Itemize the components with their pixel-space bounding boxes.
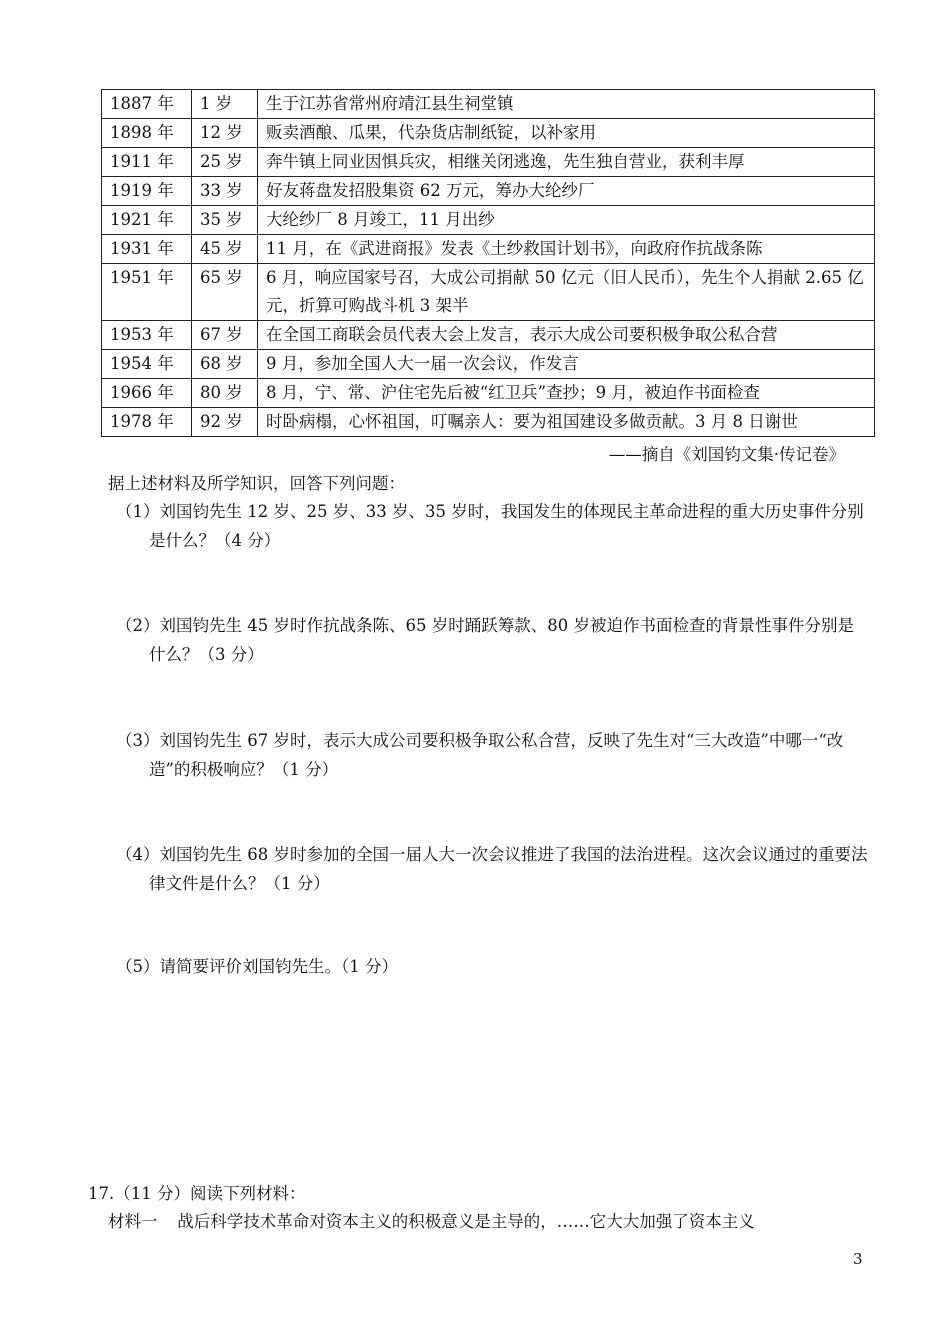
age-cell: 12 岁 (192, 119, 258, 148)
year-cell: 1898 年 (102, 119, 192, 148)
material-label: 材料一 (108, 1212, 158, 1231)
event-cell: 时卧病榻，心怀祖国，叮嘱亲人：要为祖国建设多做贡献。3 月 8 日谢世 (258, 408, 875, 437)
age-cell: 33 岁 (192, 177, 258, 206)
year-cell: 1911 年 (102, 148, 192, 177)
age-cell: 25 岁 (192, 148, 258, 177)
age-cell: 80 岁 (192, 379, 258, 408)
age-cell: 68 岁 (192, 350, 258, 379)
table-row (102, 90, 875, 119)
year-cell: 1931 年 (102, 235, 192, 264)
age-cell: 35 岁 (192, 206, 258, 235)
table-row (102, 350, 875, 379)
material-text: 战后科学技术革命对资本主义的积极意义是主导的，……它大大加强了资本主义 (177, 1212, 755, 1231)
page-number: 3 (853, 1250, 863, 1268)
age-cell: 65 岁 (192, 264, 258, 321)
table-row (102, 264, 875, 321)
table-row (102, 408, 875, 437)
event-cell: 贩卖酒酿、瓜果，代杂货店制纸锭，以补家用 (258, 119, 875, 148)
year-cell: 1951 年 (102, 264, 192, 321)
material-one (108, 1208, 868, 1232)
event-cell: 大纶纱厂 8 月竣工，11 月出纱 (258, 206, 875, 235)
table-row (102, 379, 875, 408)
year-cell: 1954 年 (102, 350, 192, 379)
year-cell: 1887 年 (102, 90, 192, 119)
table-row (102, 206, 875, 235)
age-cell: 92 岁 (192, 408, 258, 437)
event-cell: 好友蒋盘发招股集资 62 万元，筹办大纶纱厂 (258, 177, 875, 206)
timeline-table (101, 89, 875, 437)
question-17-heading: 17.（11 分）阅读下列材料： (88, 1184, 306, 1203)
year-cell: 1919 年 (102, 177, 192, 206)
source-citation: ——摘自《刘国钧文集·传记卷》 (608, 445, 845, 464)
question-5: （5）请简要评价刘国钧先生。（1 分） (116, 957, 398, 976)
event-cell: 生于江苏省常州府靖江县生祠堂镇 (258, 90, 875, 119)
age-cell: 67 岁 (192, 321, 258, 350)
age-cell: 45 岁 (192, 235, 258, 264)
event-cell: 9 月，参加全国人大一届一次会议，作发言 (258, 350, 875, 379)
table-row (102, 119, 875, 148)
table-row (102, 235, 875, 264)
question-3: （3）刘国钧先生 67 岁时，表示大成公司要积极争取公私合营，反映了先生对“三大改造”中哪一“改造”的积极响应？（1 分） (116, 731, 844, 779)
event-cell: 6 月，响应国家号召，大成公司捐献 50 亿元（旧人民币），先生个人捐献 2.65 亿元，折算可购战斗机 3 架半 (258, 264, 875, 321)
question-1: （1）刘国钧先生 12 岁、25 岁、33 岁、35 岁时，我国发生的体现民主革命进程的重大历史事件分别是什么？（4 分） (116, 502, 864, 550)
instructions: 据上述材料及所学知识，回答下列问题： (108, 474, 405, 493)
year-cell: 1978 年 (102, 408, 192, 437)
question-4: （4）刘国钧先生 68 岁时参加的全国一届人大一次会议推进了我国的法治进程。这次会议通过的重要法律文件是什么？（1 分） (116, 845, 868, 893)
event-cell: 在全国工商联会员代表大会上发言，表示大成公司要积极争取公私合营 (258, 321, 875, 350)
event-cell: 8 月，宁、常、沪住宅先后被“红卫兵”查抄；9 月，被迫作书面检查 (258, 379, 875, 408)
year-cell: 1953 年 (102, 321, 192, 350)
table-row (102, 148, 875, 177)
table-row (102, 177, 875, 206)
event-cell: 11 月，在《武进商报》发表《土纱救国计划书》，向政府作抗战条陈 (258, 235, 875, 264)
event-cell: 奔牛镇上同业因惧兵灾，相继关闭逃逸，先生独自营业，获利丰厚 (258, 148, 875, 177)
year-cell: 1921 年 (102, 206, 192, 235)
question-2: （2）刘国钧先生 45 岁时作抗战条陈、65 岁时踊跃筹款、80 岁被迫作书面检查的背景性事件分别是什么？（3 分） (116, 616, 854, 664)
age-cell: 1 岁 (192, 90, 258, 119)
table-row (102, 321, 875, 350)
year-cell: 1966 年 (102, 379, 192, 408)
